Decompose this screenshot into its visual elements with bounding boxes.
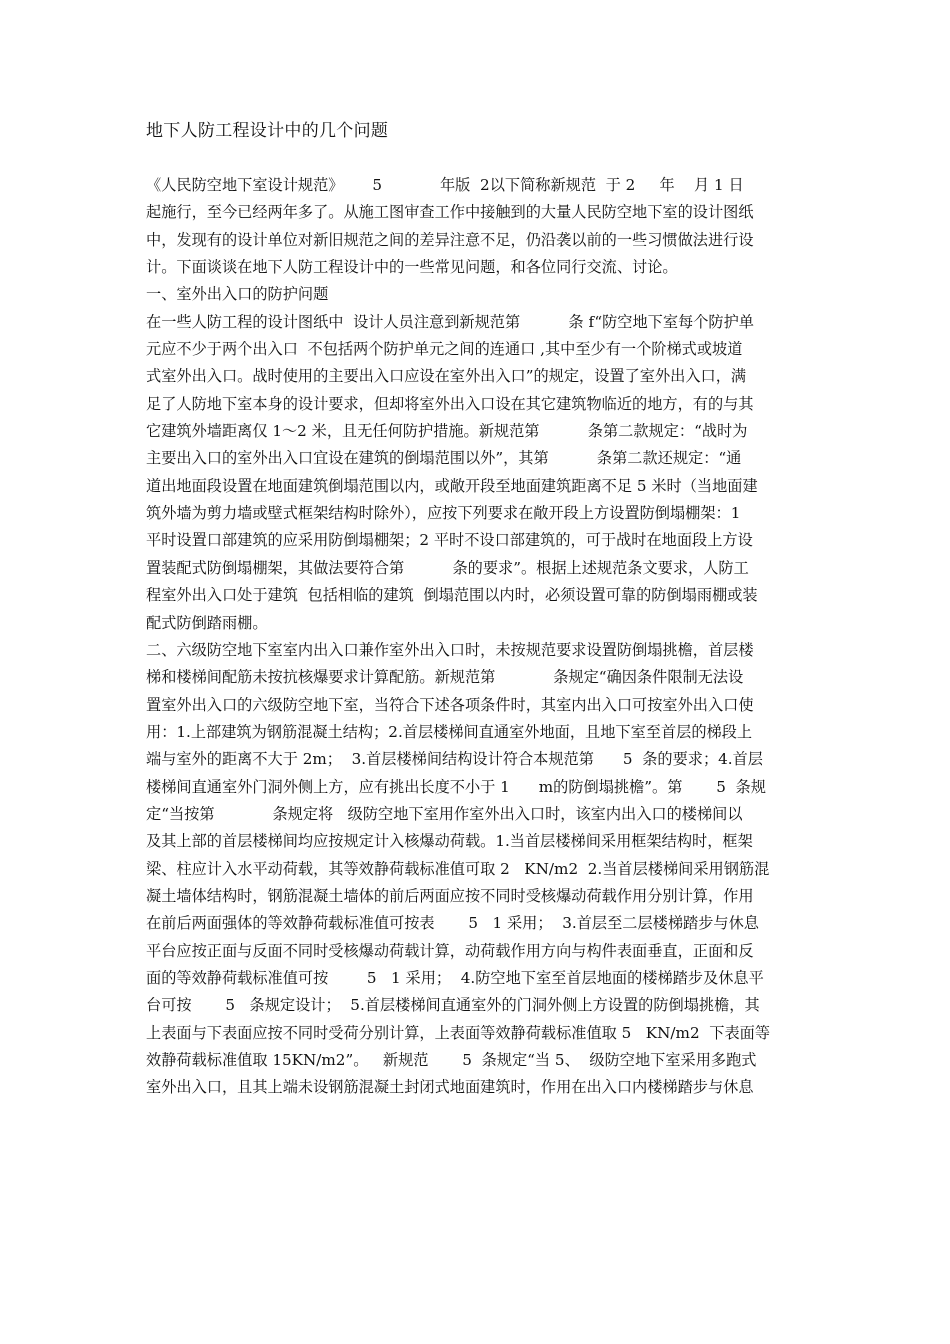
text-line: 定“当按第 条规定将 级防空地下室用作室外出入口时，该室内出入口的楼梯间以: [146, 804, 743, 823]
text-line: 道出地面段设置在地面建筑倒塌范围以内，或敞开段至地面建筑距离不足 5 米时（当地面建: [146, 476, 758, 495]
text-line: 梁、柱应计入水平动荷载，其等效静荷载标准值可取 2 KN/m2 2.当首层楼梯间采用钢筋混: [146, 859, 770, 878]
text-line: 平台应按正面与反面不同时受核爆动荷载计算，动荷载作用方向与构件表面垂直，正面和反: [146, 941, 754, 960]
text-line: 凝土墙体结构时，钢筋混凝土墙体的前后两面应按不同时受核爆动荷载作用分别计算，作用: [146, 886, 754, 905]
text-line: 式室外出入口。战时使用的主要出入口应设在室外出入口”的规定，设置了室外出入口，满: [146, 367, 747, 386]
text-line: 二、六级防空地下室室内出入口兼作室外出入口时，未按规范要求设置防倒塌挑檐，首层楼: [146, 640, 754, 659]
text-line: 它建筑外墙距离仅 1～2 米，且无任何防护措施。新规范第 条第二款规定：“战时为: [146, 422, 748, 441]
text-line: 在前后两面强体的等效静荷载标准值可按表 5 1 采用； 3.首层至二层楼梯踏步与休息: [146, 914, 759, 933]
text-line: 楼梯间直通室外门洞外侧上方，应有挑出长度不小于 1 m的防倒塌挑檐”。第 5 条规: [146, 777, 766, 796]
text-line: 在一些人防工程的设计图纸中 设计人员注意到新规范第 条 f“防空地下室每个防护单: [146, 312, 754, 331]
text-line: 平时设置口部建筑的应采用防倒塌棚架；2 平时不设口部建筑的，可于战时在地面段上方设: [146, 531, 753, 550]
text-line: 足了人防地下室本身的设计要求，但却将室外出入口设在其它建筑物临近的地方，有的与其: [146, 394, 754, 413]
text-line: 程室外出入口处于建筑 包括相临的建筑 倒塌范围以内时，必须设置可靠的防倒塌雨棚或装: [146, 586, 758, 605]
text-line: 上表面与下表面应按不同时受荷分别计算，上表面等效静荷载标准值取 5 KN/m2 下表面等: [146, 1023, 771, 1042]
text-line: 主要出入口的室外出入口宜设在建筑的倒塌范围以外”，其第 条第二款还规定：“通: [146, 449, 742, 468]
text-line: 梯和楼梯间配筋未按抗核爆要求计算配筋。新规范第 条规定“确因条件限制无法设: [146, 668, 744, 687]
text-line: 台可按 5 条规定设计； 5.首层楼梯间直通室外的门洞外侧上方设置的防倒塌挑檐，其: [146, 996, 760, 1015]
text-line: 起施行，至今已经两年多了。从施工图审查工作中接触到的大量人民防空地下室的设计图纸: [146, 203, 754, 222]
text-line: 元应不少于两个出入口 不包括两个防护单元之间的连通口 ,其中至少有一个阶梯式或坡道: [146, 340, 743, 359]
text-line: 室外出入口，且其上端未设钢筋混凝土封闭式地面建筑时，作用在出入口内楼梯踏步与休息: [146, 1078, 754, 1097]
text-line: 面的等效静荷载标准值可按 5 1 采用； 4.防空地下室至首层地面的楼梯踏步及休息平: [146, 968, 764, 987]
document-title: 地下人防工程设计中的几个问题: [146, 121, 389, 141]
text-line: 端与室外的距离不大于 2m； 3.首层楼梯间结构设计符合本规范第 5 条的要求；4.首层: [146, 750, 763, 769]
text-line: 筑外墙为剪力墙或壁式框架结构时除外），应按下列要求在敞开段上方设置防倒塌棚架：1: [146, 504, 741, 523]
document-body: [146, 172, 816, 1102]
text-line: 《人民防空地下室设计规范》 5 年版 2以下简称新规范 于 2 年 月 1 日: [146, 176, 744, 194]
text-line: 配式防倒踏雨棚。: [146, 613, 268, 632]
text-line: 计。下面谈谈在地下人防工程设计中的一些常见问题，和各位同行交流、讨论。: [146, 258, 678, 277]
text-line: 及其上部的首层楼梯间均应按规定计入核爆动荷载。1.当首层楼梯间采用框架结构时，框架: [146, 832, 753, 851]
text-line: 一、室外出入口的防护问题: [146, 285, 329, 304]
text-line: 置装配式防倒塌棚架，其做法要符合第 条的要求”。根据上述规范条文要求，人防工: [146, 558, 749, 577]
text-line: 中，发现有的设计单位对新旧规范之间的差异注意不足，仍沿袭以前的一些习惯做法进行设: [146, 230, 754, 249]
text-line: 用：1.上部建筑为钢筋混凝土结构；2.首层楼梯间直通室外地面，且地下室至首层的梯段上: [146, 722, 753, 741]
text-line: 置室外出入口的六级防空地下室，当符合下述各项条件时，其室内出入口可按室外出入口使: [146, 695, 754, 714]
text-line: 效静荷载标准值取 15KN/m2”。 新规范 5 条规定“当 5、 级防空地下室采用多跑式: [146, 1051, 757, 1069]
